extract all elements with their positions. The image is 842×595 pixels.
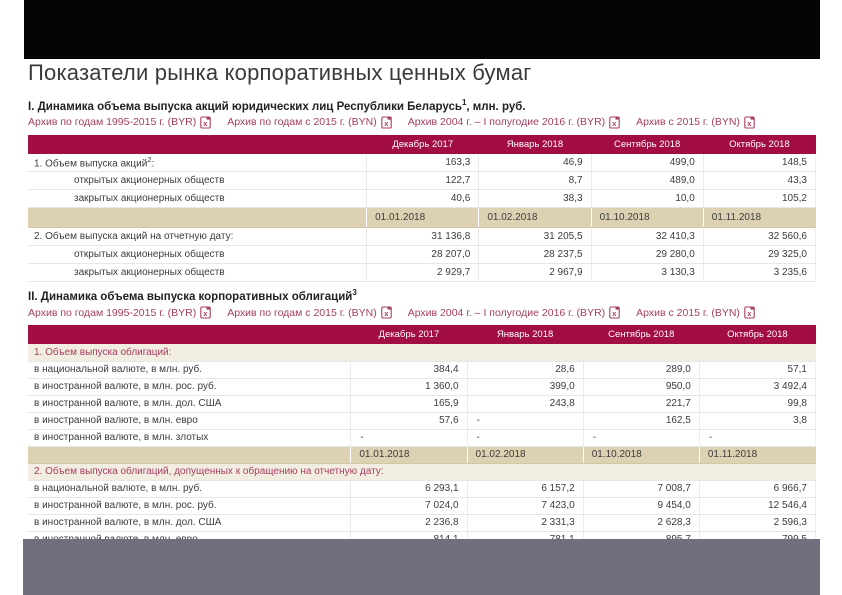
- archive-link-3[interactable]: [408, 306, 620, 319]
- month-column-header: Декабрь 2017: [351, 325, 467, 344]
- cell-value: -: [467, 412, 583, 429]
- bottom-footer-bar: [23, 539, 820, 595]
- excel-file-icon: [200, 306, 211, 319]
- empty-header-cell: [28, 135, 367, 154]
- cell-value: 3,8: [699, 412, 815, 429]
- table-row: [28, 190, 816, 208]
- cell-value: 3 130,3: [591, 264, 703, 282]
- table-row: [28, 378, 816, 395]
- cell-value: 6 157,2: [467, 480, 583, 497]
- table-row: [28, 412, 816, 429]
- cell-value: 10,0: [591, 190, 703, 208]
- section-heading-tail: , млн. руб.: [466, 100, 526, 113]
- cell-value: 2 596,3: [699, 514, 815, 531]
- cell-value: 29 325,0: [703, 246, 815, 264]
- page-title: Показатели рынка корпоративных ценных бумаг: [28, 60, 532, 85]
- archive-link-label: Архив 2004 г. – I полугодие 2016 г. (BYR): [407, 116, 606, 129]
- row-label: 2. Объем выпуска акций на отчетную дату:: [28, 228, 367, 246]
- row-label: 1. Объем выпуска акций$^2$:: [28, 154, 367, 172]
- cell-value: 32 560,6: [703, 228, 815, 246]
- svg-text:x: x: [383, 118, 389, 128]
- table-header-row: [28, 325, 816, 344]
- cell-value: 1 360,0: [351, 378, 467, 395]
- cell-value: 46,9: [479, 154, 591, 172]
- cell-value: 32 410,3: [591, 228, 703, 246]
- date-column-header: 01.11.2018: [703, 208, 815, 228]
- excel-file-icon: [744, 116, 755, 129]
- cell-value: 289,0: [583, 361, 699, 378]
- section-row-label: 1. Объем выпуска облигаций:: [28, 344, 816, 361]
- cell-value: 8,7: [479, 172, 591, 190]
- cell-value: 6 966,7: [699, 480, 815, 497]
- cell-value: 28,6: [467, 361, 583, 378]
- cell-value: 243,8: [467, 395, 583, 412]
- empty-date-cell: [28, 446, 351, 463]
- month-column-header: Январь 2018: [479, 135, 591, 154]
- cell-value: 3 492,4: [699, 378, 815, 395]
- cell-value: 7 024,0: [351, 497, 467, 514]
- empty-date-cell: [28, 208, 367, 228]
- cell-value: 12 546,4: [699, 497, 815, 514]
- archive-link-label: Архив по годам с 2015 г. (BYN): [227, 306, 377, 319]
- cell-value: 489,0: [591, 172, 703, 190]
- cell-value: 31 136,8: [367, 228, 479, 246]
- section-row: [28, 344, 816, 361]
- date-column-header: 01.10.2018: [591, 208, 703, 228]
- month-column-header: Январь 2018: [467, 325, 583, 344]
- date-column-header: 01.01.2018: [367, 208, 479, 228]
- cell-value: 105,2: [703, 190, 815, 208]
- row-label: в национальной валюте, в млн. руб.: [28, 361, 351, 378]
- row-label: закрытых акционерных обществ: [28, 190, 367, 208]
- cell-value: 384,4: [351, 361, 467, 378]
- cell-value: 2 967,9: [479, 264, 591, 282]
- section-row: [28, 463, 816, 480]
- date-column-header: 01.11.2018: [699, 446, 815, 463]
- section-row-label: 2. Объем выпуска облигаций, допущенных к обращению на отчетную дату:: [28, 463, 816, 480]
- archive-link-1[interactable]: [28, 306, 211, 319]
- row-label: в иностранной валюте, в млн. рос. руб.: [28, 378, 351, 395]
- bonds-table: [28, 325, 816, 549]
- cell-value: 165,9: [351, 395, 467, 412]
- table-row: [28, 246, 816, 264]
- cell-value: 31 205,5: [479, 228, 591, 246]
- cell-value: -: [467, 429, 583, 446]
- svg-text:x: x: [203, 118, 208, 128]
- svg-text:x: x: [383, 309, 389, 319]
- table-row: [28, 514, 816, 531]
- row-label: открытых акционерных обществ: [28, 246, 367, 264]
- cell-value: 2 331,3: [467, 514, 583, 531]
- main-content: [28, 92, 816, 549]
- svg-text:x: x: [612, 118, 617, 128]
- row-label: в иностранной валюте, в млн. рос. руб.: [28, 497, 351, 514]
- cell-value: 148,5: [703, 154, 815, 172]
- top-banner: [24, 0, 820, 59]
- cell-value: 3 235,6: [703, 264, 815, 282]
- date-column-header: 01.02.2018: [479, 208, 591, 228]
- cell-value: 9 454,0: [583, 497, 699, 514]
- table-row: [28, 264, 816, 282]
- month-column-header: Октябрь 2018: [703, 135, 815, 154]
- excel-file-icon: [381, 306, 392, 319]
- cell-value: 221,7: [583, 395, 699, 412]
- cell-value: 7 423,0: [467, 497, 583, 514]
- archive-link-1[interactable]: [28, 116, 211, 129]
- svg-text:x: x: [747, 118, 752, 128]
- table-row: [28, 172, 816, 190]
- row-label: в иностранной валюте, в млн. евро: [28, 412, 351, 429]
- cell-value: 163,3: [367, 154, 479, 172]
- cell-value: 399,0: [467, 378, 583, 395]
- empty-header-cell: [28, 325, 351, 344]
- archive-link-label: Архив по годам 1995-2015 г. (BYR): [28, 116, 197, 129]
- cell-value: 122,7: [367, 172, 479, 190]
- cell-value: 950,0: [583, 378, 699, 395]
- table-row: [28, 480, 816, 497]
- table-row: [28, 497, 816, 514]
- row-label: в иностранной валюте, в млн. дол. США: [28, 514, 351, 531]
- excel-file-icon: [200, 116, 211, 129]
- cell-value: -: [699, 429, 815, 446]
- excel-file-icon: [381, 116, 392, 129]
- table-row: [28, 395, 816, 412]
- cell-value: 43,3: [703, 172, 815, 190]
- archive-links-bonds: [28, 306, 816, 319]
- table-row: [28, 361, 816, 378]
- row-label: в национальной валюте, в млн. руб.: [28, 480, 351, 497]
- cell-value: 162,5: [583, 412, 699, 429]
- cell-value: 2 236,8: [351, 514, 467, 531]
- shares-table: [28, 135, 816, 283]
- date-header-row: [28, 208, 816, 228]
- svg-text:x: x: [203, 309, 208, 319]
- row-label: закрытых акционерных обществ: [28, 264, 367, 282]
- month-column-header: Сентябрь 2018: [583, 325, 699, 344]
- archive-link-label: Архив с 2015 г. (BYN): [636, 116, 740, 129]
- cell-value: 28 207,0: [367, 246, 479, 264]
- row-label: в иностранной валюте, в млн. дол. США: [28, 395, 351, 412]
- cell-value: 6 293,1: [351, 480, 467, 497]
- table-row: [28, 228, 816, 246]
- date-column-header: 01.02.2018: [467, 446, 583, 463]
- footnote-marker: 2: [147, 155, 152, 165]
- cell-value: 499,0: [591, 154, 703, 172]
- svg-text:x: x: [747, 309, 752, 319]
- date-column-header: 01.01.2018: [351, 446, 467, 463]
- cell-value: -: [351, 429, 467, 446]
- section-heading-bonds: [28, 288, 816, 303]
- excel-file-icon: [744, 306, 755, 319]
- footnote-marker: 3: [352, 288, 357, 298]
- section-heading-shares: [28, 98, 816, 113]
- section-heading-text: I. Динамика объема выпуска акций юридических лиц Республики Беларусь: [28, 100, 462, 113]
- cell-value: 38,3: [479, 190, 591, 208]
- row-label: открытых акционерных обществ: [28, 172, 367, 190]
- cell-value: 28 237,5: [479, 246, 591, 264]
- cell-value: 29 280,0: [591, 246, 703, 264]
- archive-link-label: Архив по годам с 2015 г. (BYN): [227, 116, 377, 129]
- table-header-row: [28, 135, 816, 154]
- date-column-header: 01.10.2018: [583, 446, 699, 463]
- cell-value: 2 929,7: [367, 264, 479, 282]
- cell-value: 2 628,3: [583, 514, 699, 531]
- table-row: [28, 429, 816, 446]
- month-column-header: Декабрь 2017: [367, 135, 479, 154]
- month-column-header: Сентябрь 2018: [591, 135, 703, 154]
- cell-value: 40,6: [367, 190, 479, 208]
- cell-value: 57,1: [699, 361, 815, 378]
- month-column-header: Октябрь 2018: [699, 325, 815, 344]
- archive-link-label: Архив 2004 г. – I полугодие 2016 г. (BYR): [407, 306, 606, 319]
- row-label: в иностранной валюте, в млн. злотых: [28, 429, 351, 446]
- cell-value: -: [583, 429, 699, 446]
- table-row: [28, 154, 816, 172]
- archive-links-shares: [28, 116, 816, 129]
- excel-file-icon: [609, 116, 620, 129]
- archive-link-4[interactable]: [636, 306, 755, 319]
- cell-value: 99,8: [699, 395, 815, 412]
- svg-text:x: x: [612, 309, 617, 319]
- archive-link-label: Архив по годам 1995-2015 г. (BYR): [28, 306, 197, 319]
- cell-value: 57,6: [351, 412, 467, 429]
- archive-link-label: Архив с 2015 г. (BYN): [636, 306, 740, 319]
- footnote-marker: 1: [461, 98, 467, 107]
- cell-value: 7 008,7: [583, 480, 699, 497]
- date-header-row: [28, 446, 816, 463]
- section-heading-text: II. Динамика объема выпуска корпоративных облигаций: [28, 291, 353, 304]
- excel-file-icon: [609, 306, 620, 319]
- archive-link-4[interactable]: [636, 116, 755, 129]
- archive-link-2[interactable]: [227, 306, 392, 319]
- archive-link-2[interactable]: [227, 116, 392, 129]
- archive-link-3[interactable]: [408, 116, 620, 129]
